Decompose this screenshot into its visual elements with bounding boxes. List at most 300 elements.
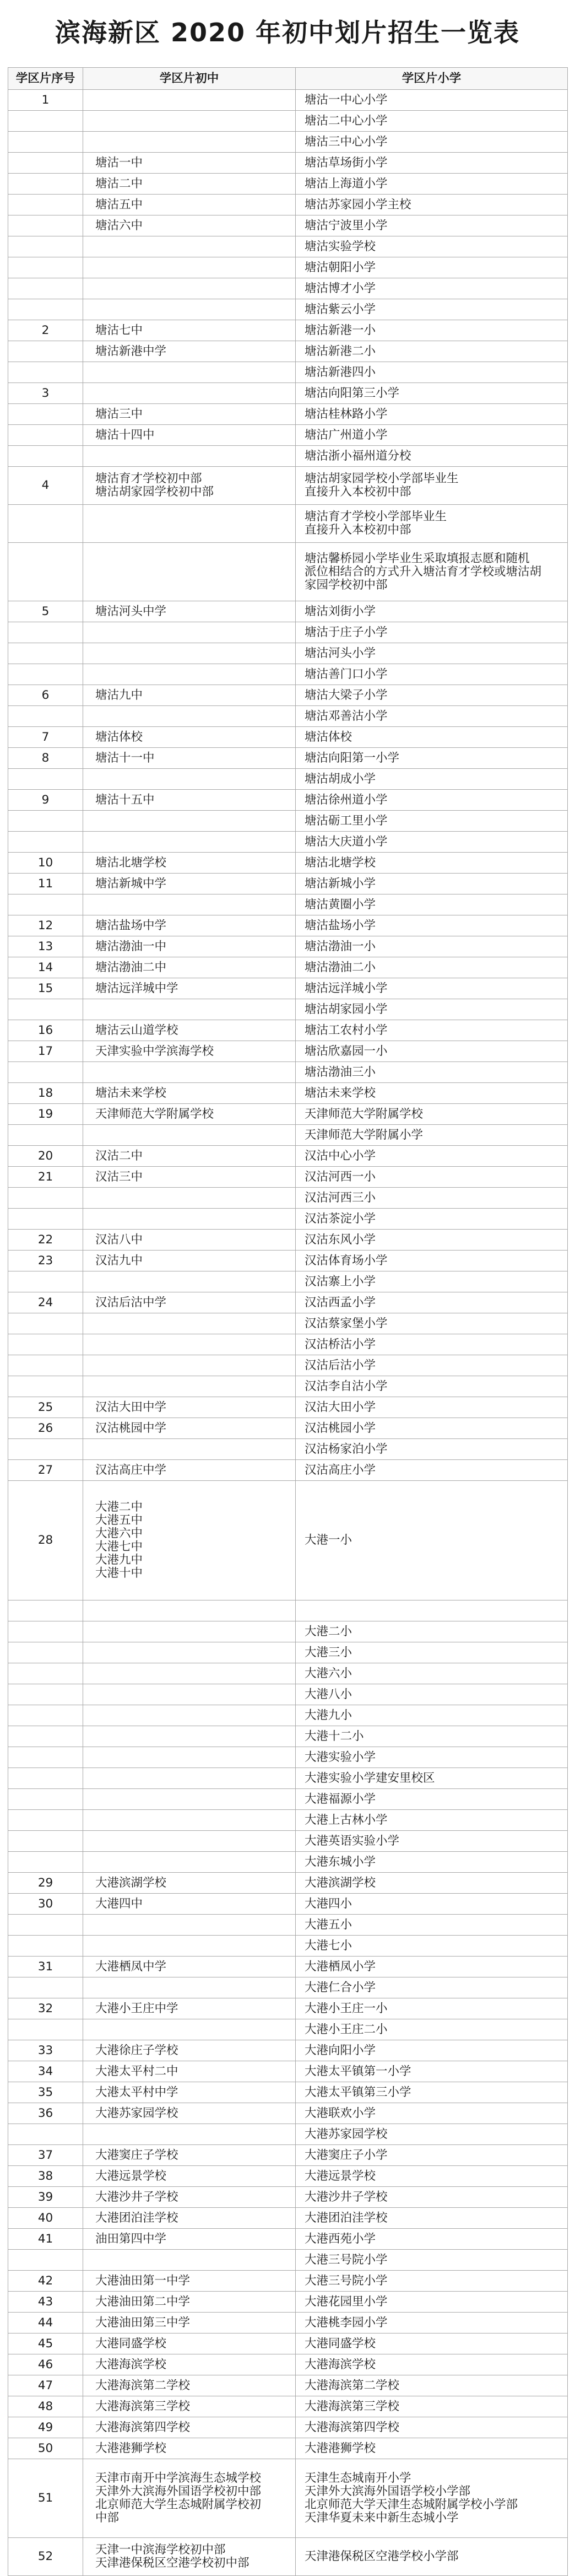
table-row <box>8 1663 568 1684</box>
table-row <box>8 1125 568 1146</box>
cell-middle-school <box>83 643 296 664</box>
table-row <box>8 1062 568 1083</box>
cell-district-number <box>8 2019 83 2040</box>
cell-middle-school: 大港小王庄中学 <box>83 1998 296 2019</box>
cell-primary-school: 天津师范大学附属学校 <box>296 1104 568 1125</box>
cell-district-number: 43 <box>8 2292 83 2313</box>
table-row <box>8 2124 568 2145</box>
table-row <box>8 1873 568 1894</box>
table-row <box>8 1936 568 1957</box>
table-row <box>8 425 568 446</box>
cell-middle-school <box>83 706 296 727</box>
table-row <box>8 2354 568 2375</box>
cell-middle-school <box>83 811 296 832</box>
cell-primary-school: 塘沽苏家园小学主校 <box>296 195 568 215</box>
table-row <box>8 769 568 790</box>
cell-district-number <box>8 257 83 278</box>
cell-primary-school: 塘沽向阳第一小学 <box>296 748 568 769</box>
cell-primary-school: 大港五小 <box>296 1915 568 1936</box>
cell-primary-school: 塘沽向阳第三小学 <box>296 383 568 404</box>
cell-middle-school <box>83 2019 296 2040</box>
table-row <box>8 936 568 957</box>
table-row <box>8 2208 568 2229</box>
cell-primary-school: 大港十二小 <box>296 1726 568 1747</box>
cell-district-number <box>8 2250 83 2271</box>
cell-middle-school: 塘沽盐场中学 <box>83 915 296 936</box>
cell-primary-school: 塘沽于庄子小学 <box>296 622 568 643</box>
cell-primary-school: 汉沽李自沽小学 <box>296 1376 568 1397</box>
cell-district-number <box>8 362 83 383</box>
cell-district-number <box>8 543 83 601</box>
cell-district-number <box>8 1705 83 1726</box>
table-row <box>8 1209 568 1230</box>
cell-primary-school: 塘沽新城小学 <box>296 874 568 894</box>
cell-primary-school: 大港三号院小学 <box>296 2271 568 2292</box>
cell-middle-school: 油田第四中学 <box>83 2229 296 2250</box>
cell-district-number: 4 <box>8 467 83 505</box>
table-row <box>8 215 568 236</box>
cell-middle-school: 汉沽后沽中学 <box>83 1292 296 1313</box>
cell-district-number: 15 <box>8 978 83 999</box>
cell-district-number: 32 <box>8 1998 83 2019</box>
cell-primary-school: 大港八小 <box>296 1684 568 1705</box>
table-row <box>8 978 568 999</box>
cell-middle-school <box>83 132 296 153</box>
cell-district-number <box>8 811 83 832</box>
cell-district-number: 52 <box>8 2538 83 2576</box>
cell-middle-school: 塘沽三中 <box>83 404 296 425</box>
table-row <box>8 1852 568 1873</box>
cell-primary-school: 大港苏家园学校 <box>296 2124 568 2145</box>
cell-primary-school: 塘沽浙小福州道分校 <box>296 446 568 467</box>
cell-primary-school: 汉沽蔡家堡小学 <box>296 1313 568 1334</box>
cell-district-number: 22 <box>8 1230 83 1251</box>
cell-district-number <box>8 278 83 299</box>
cell-primary-school: 塘沽博才小学 <box>296 278 568 299</box>
cell-middle-school: 汉沽高庄中学 <box>83 1460 296 1481</box>
cell-primary-school: 塘沽新港四小 <box>296 362 568 383</box>
cell-middle-school: 大港二中 大港五中 大港六中 大港七中 大港九中 大港十中 <box>83 1481 296 1600</box>
table-row <box>8 320 568 341</box>
table-row <box>8 1397 568 1418</box>
table-row <box>8 2019 568 2040</box>
table-row <box>8 2187 568 2208</box>
table-row <box>8 1705 568 1726</box>
table-row <box>8 727 568 748</box>
cell-district-number <box>8 341 83 362</box>
cell-district-number <box>8 622 83 643</box>
cell-district-number <box>8 1810 83 1831</box>
cell-primary-school: 大港九小 <box>296 1705 568 1726</box>
cell-middle-school <box>83 278 296 299</box>
cell-middle-school <box>83 1705 296 1726</box>
cell-middle-school <box>83 1663 296 1684</box>
cell-district-number <box>8 1439 83 1460</box>
cell-middle-school: 天津师范大学附属学校 <box>83 1104 296 1125</box>
table-row <box>8 1041 568 1062</box>
cell-middle-school: 塘沽未来学校 <box>83 1083 296 1104</box>
cell-middle-school: 塘沽十五中 <box>83 790 296 811</box>
cell-district-number <box>8 2124 83 2145</box>
cell-district-number <box>8 706 83 727</box>
cell-primary-school: 塘沽育才学校小学部毕业生 直接升入本校初中部 <box>296 505 568 543</box>
cell-district-number <box>8 1789 83 1810</box>
header-middle-school: 学区片初中 <box>83 68 296 90</box>
cell-primary-school: 塘沽渤油二小 <box>296 957 568 978</box>
cell-district-number: 10 <box>8 853 83 874</box>
cell-middle-school: 塘沽新港中学 <box>83 341 296 362</box>
cell-district-number: 13 <box>8 936 83 957</box>
cell-district-number: 20 <box>8 1146 83 1167</box>
cell-primary-school: 汉沽寨上小学 <box>296 1271 568 1292</box>
cell-primary-school: 大港太平镇第三小学 <box>296 2082 568 2103</box>
cell-district-number <box>8 1726 83 1747</box>
cell-middle-school <box>83 2250 296 2271</box>
enrollment-table <box>8 67 568 2576</box>
cell-middle-school: 塘沽九中 <box>83 685 296 706</box>
cell-middle-school: 塘沽渤油二中 <box>83 957 296 978</box>
cell-district-number: 5 <box>8 601 83 622</box>
cell-middle-school: 大港团泊洼学校 <box>83 2208 296 2229</box>
table-row <box>8 467 568 505</box>
cell-primary-school: 塘沽馨桥园小学毕业生采取填报志愿和随机 派位相结合的方式升入塘沽育才学校或塘沽胡 家园学校初中部 <box>296 543 568 601</box>
cell-district-number: 37 <box>8 2145 83 2166</box>
cell-district-number <box>8 1621 83 1642</box>
table-row <box>8 111 568 132</box>
cell-primary-school: 塘沽胡成小学 <box>296 769 568 790</box>
cell-primary-school: 天津师范大学附属小学 <box>296 1125 568 1146</box>
cell-primary-school: 塘沽胡家园学校小学部毕业生 直接升入本校初中部 <box>296 467 568 505</box>
cell-district-number <box>8 894 83 915</box>
table-row <box>8 505 568 543</box>
table-row <box>8 1726 568 1747</box>
header-district-number: 学区片序号 <box>8 68 83 90</box>
cell-middle-school <box>83 111 296 132</box>
cell-primary-school: 塘沽徐州道小学 <box>296 790 568 811</box>
cell-primary-school: 汉沽桃园小学 <box>296 1418 568 1439</box>
cell-district-number: 33 <box>8 2040 83 2061</box>
cell-primary-school: 大港三小 <box>296 1642 568 1663</box>
cell-district-number: 46 <box>8 2354 83 2375</box>
cell-primary-school: 塘沽工农村小学 <box>296 1020 568 1041</box>
table-row <box>8 1642 568 1663</box>
table-row <box>8 2334 568 2354</box>
table-row <box>8 257 568 278</box>
cell-primary-school: 大港四小 <box>296 1894 568 1915</box>
cell-middle-school <box>83 1313 296 1334</box>
cell-primary-school: 大港团泊洼学校 <box>296 2208 568 2229</box>
cell-primary-school: 大港三号院小学 <box>296 2250 568 2271</box>
cell-district-number <box>8 1768 83 1789</box>
cell-primary-school: 大港窦庄子小学 <box>296 2145 568 2166</box>
cell-middle-school <box>83 999 296 1020</box>
cell-district-number <box>8 1188 83 1209</box>
cell-district-number: 28 <box>8 1481 83 1600</box>
cell-middle-school: 塘沽河头中学 <box>83 601 296 622</box>
cell-primary-school: 塘沽砺工里小学 <box>296 811 568 832</box>
cell-district-number: 6 <box>8 685 83 706</box>
cell-district-number <box>8 1936 83 1957</box>
cell-district-number <box>8 832 83 853</box>
table-row <box>8 685 568 706</box>
cell-primary-school: 大港海滨第四学校 <box>296 2417 568 2438</box>
cell-middle-school <box>83 1271 296 1292</box>
table-row <box>8 748 568 769</box>
cell-district-number <box>8 1852 83 1873</box>
cell-middle-school: 天津市南开中学滨海生态城学校 天津外大滨海外国语学校初中部 北京师范大学生态城附属学校初 中部 <box>83 2459 296 2538</box>
cell-district-number: 24 <box>8 1292 83 1313</box>
cell-middle-school: 塘沽六中 <box>83 215 296 236</box>
cell-middle-school <box>83 1376 296 1397</box>
cell-district-number: 36 <box>8 2103 83 2124</box>
cell-district-number <box>8 1642 83 1663</box>
cell-primary-school: 塘沽渤油一小 <box>296 936 568 957</box>
cell-middle-school: 大港同盛学校 <box>83 2334 296 2354</box>
cell-district-number: 40 <box>8 2208 83 2229</box>
cell-primary-school: 塘沽宁波里小学 <box>296 215 568 236</box>
cell-district-number <box>8 1600 83 1621</box>
cell-middle-school: 塘沽一中 <box>83 153 296 174</box>
cell-middle-school: 大港栖凤中学 <box>83 1957 296 1977</box>
cell-district-number <box>8 1663 83 1684</box>
cell-primary-school: 大港七小 <box>296 1936 568 1957</box>
cell-primary-school: 大港花园里小学 <box>296 2292 568 2313</box>
cell-middle-school <box>83 1600 296 1621</box>
cell-primary-school: 塘沽未来学校 <box>296 1083 568 1104</box>
cell-district-number <box>8 153 83 174</box>
cell-middle-school <box>83 1209 296 1230</box>
cell-district-number: 26 <box>8 1418 83 1439</box>
cell-middle-school: 大港海滨学校 <box>83 2354 296 2375</box>
cell-middle-school: 塘沽十一中 <box>83 748 296 769</box>
cell-primary-school: 塘沽远洋城小学 <box>296 978 568 999</box>
cell-district-number <box>8 425 83 446</box>
cell-district-number <box>8 1355 83 1376</box>
cell-middle-school: 汉沽桃园中学 <box>83 1418 296 1439</box>
cell-primary-school: 大港海滨第三学校 <box>296 2396 568 2417</box>
cell-middle-school <box>83 1439 296 1460</box>
cell-district-number: 14 <box>8 957 83 978</box>
cell-middle-school: 汉沽八中 <box>83 1230 296 1251</box>
cell-middle-school <box>83 2124 296 2145</box>
cell-primary-school: 大港港狮学校 <box>296 2438 568 2459</box>
cell-district-number <box>8 1313 83 1334</box>
cell-district-number: 12 <box>8 915 83 936</box>
cell-middle-school: 塘沽二中 <box>83 174 296 195</box>
cell-primary-school: 汉沽体育场小学 <box>296 1251 568 1271</box>
cell-primary-school: 大港栖凤小学 <box>296 1957 568 1977</box>
cell-middle-school <box>83 90 296 111</box>
cell-district-number: 41 <box>8 2229 83 2250</box>
cell-middle-school: 塘沽渤油一中 <box>83 936 296 957</box>
table-row <box>8 362 568 383</box>
cell-primary-school: 大港太平镇第一小学 <box>296 2061 568 2082</box>
table-row <box>8 2459 568 2538</box>
table-row <box>8 2040 568 2061</box>
cell-primary-school: 汉沽河西一小 <box>296 1167 568 1188</box>
table-row <box>8 2250 568 2271</box>
cell-middle-school <box>83 832 296 853</box>
cell-primary-school: 大港实验小学建安里校区 <box>296 1768 568 1789</box>
cell-primary-school: 大港滨湖学校 <box>296 1873 568 1894</box>
cell-middle-school <box>83 1977 296 1998</box>
cell-middle-school: 塘沽体校 <box>83 727 296 748</box>
cell-district-number <box>8 132 83 153</box>
cell-middle-school <box>83 236 296 257</box>
table-row <box>8 2375 568 2396</box>
cell-district-number <box>8 236 83 257</box>
cell-primary-school: 大港东城小学 <box>296 1852 568 1873</box>
table-row <box>8 2292 568 2313</box>
cell-district-number: 17 <box>8 1041 83 1062</box>
cell-primary-school: 塘沽邓善沽小学 <box>296 706 568 727</box>
table-row <box>8 664 568 685</box>
cell-primary-school: 塘沽刘街小学 <box>296 601 568 622</box>
cell-middle-school <box>83 1334 296 1355</box>
table-row <box>8 2082 568 2103</box>
table-row <box>8 1167 568 1188</box>
cell-district-number: 27 <box>8 1460 83 1481</box>
cell-primary-school: 大港海滨第二学校 <box>296 2375 568 2396</box>
cell-district-number: 31 <box>8 1957 83 1977</box>
table-row <box>8 341 568 362</box>
cell-district-number: 16 <box>8 1020 83 1041</box>
cell-middle-school <box>83 1747 296 1768</box>
table-row <box>8 543 568 601</box>
cell-primary-school: 塘沽新港一小 <box>296 320 568 341</box>
table-row <box>8 1789 568 1810</box>
cell-primary-school: 塘沽新港二小 <box>296 341 568 362</box>
cell-district-number <box>8 195 83 215</box>
table-row <box>8 1768 568 1789</box>
cell-district-number <box>8 174 83 195</box>
table-row <box>8 1957 568 1977</box>
cell-middle-school: 汉沽三中 <box>83 1167 296 1188</box>
cell-primary-school: 大港上古林小学 <box>296 1810 568 1831</box>
cell-primary-school: 塘沽北塘学校 <box>296 853 568 874</box>
cell-middle-school <box>83 1684 296 1705</box>
table-row <box>8 2417 568 2438</box>
cell-middle-school: 塘沽五中 <box>83 195 296 215</box>
table-row <box>8 1600 568 1621</box>
cell-district-number <box>8 1209 83 1230</box>
cell-district-number <box>8 505 83 543</box>
table-row <box>8 1146 568 1167</box>
cell-district-number: 8 <box>8 748 83 769</box>
table-row <box>8 1020 568 1041</box>
cell-middle-school: 塘沽十四中 <box>83 425 296 446</box>
table-row <box>8 706 568 727</box>
cell-primary-school: 汉沽大田小学 <box>296 1397 568 1418</box>
table-row <box>8 1747 568 1768</box>
cell-district-number: 23 <box>8 1251 83 1271</box>
cell-primary-school: 塘沽上海道小学 <box>296 174 568 195</box>
cell-middle-school: 塘沽新城中学 <box>83 874 296 894</box>
cell-district-number: 51 <box>8 2459 83 2538</box>
table-row <box>8 1188 568 1209</box>
cell-middle-school <box>83 505 296 543</box>
cell-primary-school: 大港一小 <box>296 1481 568 1600</box>
cell-middle-school: 大港四中 <box>83 1894 296 1915</box>
cell-middle-school: 大港太平村中学 <box>83 2082 296 2103</box>
cell-district-number <box>8 1684 83 1705</box>
cell-district-number <box>8 299 83 320</box>
cell-middle-school <box>83 383 296 404</box>
cell-middle-school <box>83 1621 296 1642</box>
cell-primary-school: 汉沽高庄小学 <box>296 1460 568 1481</box>
cell-middle-school: 汉沽大田中学 <box>83 1397 296 1418</box>
cell-district-number <box>8 664 83 685</box>
cell-primary-school: 大港远景学校 <box>296 2166 568 2187</box>
table-row <box>8 622 568 643</box>
cell-primary-school: 塘沽一中心小学 <box>296 90 568 111</box>
table-row <box>8 174 568 195</box>
cell-primary-school: 汉沽后沽小学 <box>296 1355 568 1376</box>
cell-primary-school: 塘沽河头小学 <box>296 643 568 664</box>
cell-primary-school: 塘沽二中心小学 <box>296 111 568 132</box>
cell-middle-school <box>83 1810 296 1831</box>
table-row <box>8 2538 568 2576</box>
cell-middle-school: 大港苏家园学校 <box>83 2103 296 2124</box>
table-row <box>8 1998 568 2019</box>
cell-primary-school: 汉沽东风小学 <box>296 1230 568 1251</box>
cell-middle-school <box>83 446 296 467</box>
cell-middle-school: 塘沽育才学校初中部 塘沽胡家园学校初中部 <box>83 467 296 505</box>
table-row <box>8 2396 568 2417</box>
cell-district-number: 49 <box>8 2417 83 2438</box>
table-row <box>8 874 568 894</box>
cell-primary-school: 塘沽三中心小学 <box>296 132 568 153</box>
cell-middle-school <box>83 1726 296 1747</box>
cell-district-number: 47 <box>8 2375 83 2396</box>
cell-middle-school: 大港太平村二中 <box>83 2061 296 2082</box>
cell-district-number <box>8 1831 83 1852</box>
cell-primary-school: 大港仁合小学 <box>296 1977 568 1998</box>
cell-primary-school: 塘沽广州道小学 <box>296 425 568 446</box>
cell-primary-school: 大港福源小学 <box>296 1789 568 1810</box>
table-row <box>8 1894 568 1915</box>
table-row <box>8 446 568 467</box>
cell-district-number <box>8 1915 83 1936</box>
table-row <box>8 2061 568 2082</box>
cell-primary-school: 大港六小 <box>296 1663 568 1684</box>
cell-middle-school <box>83 1642 296 1663</box>
table-row <box>8 1481 568 1600</box>
cell-primary-school: 大港小王庄一小 <box>296 1998 568 2019</box>
cell-primary-school: 汉沽河西三小 <box>296 1188 568 1209</box>
table-row <box>8 2103 568 2124</box>
cell-primary-school: 大港联欢小学 <box>296 2103 568 2124</box>
cell-primary-school: 天津生态城南开小学 天津外大滨海外国语学校小学部 北京师范大学天津生态城附属学校小学部 天津华夏未来中新生态城小学 <box>296 2459 568 2538</box>
cell-middle-school: 塘沽云山道学校 <box>83 1020 296 1041</box>
cell-primary-school: 塘沽大梁子小学 <box>296 685 568 706</box>
table-row <box>8 915 568 936</box>
cell-district-number: 7 <box>8 727 83 748</box>
table-row <box>8 1271 568 1292</box>
table-row <box>8 195 568 215</box>
cell-district-number <box>8 1271 83 1292</box>
cell-middle-school <box>83 664 296 685</box>
table-row <box>8 853 568 874</box>
table-row <box>8 1831 568 1852</box>
cell-district-number: 39 <box>8 2187 83 2208</box>
cell-primary-school: 塘沽草场街小学 <box>296 153 568 174</box>
cell-primary-school: 塘沽盐场小学 <box>296 915 568 936</box>
cell-middle-school <box>83 1768 296 1789</box>
cell-middle-school: 塘沽北塘学校 <box>83 853 296 874</box>
cell-district-number: 11 <box>8 874 83 894</box>
cell-middle-school <box>83 1789 296 1810</box>
